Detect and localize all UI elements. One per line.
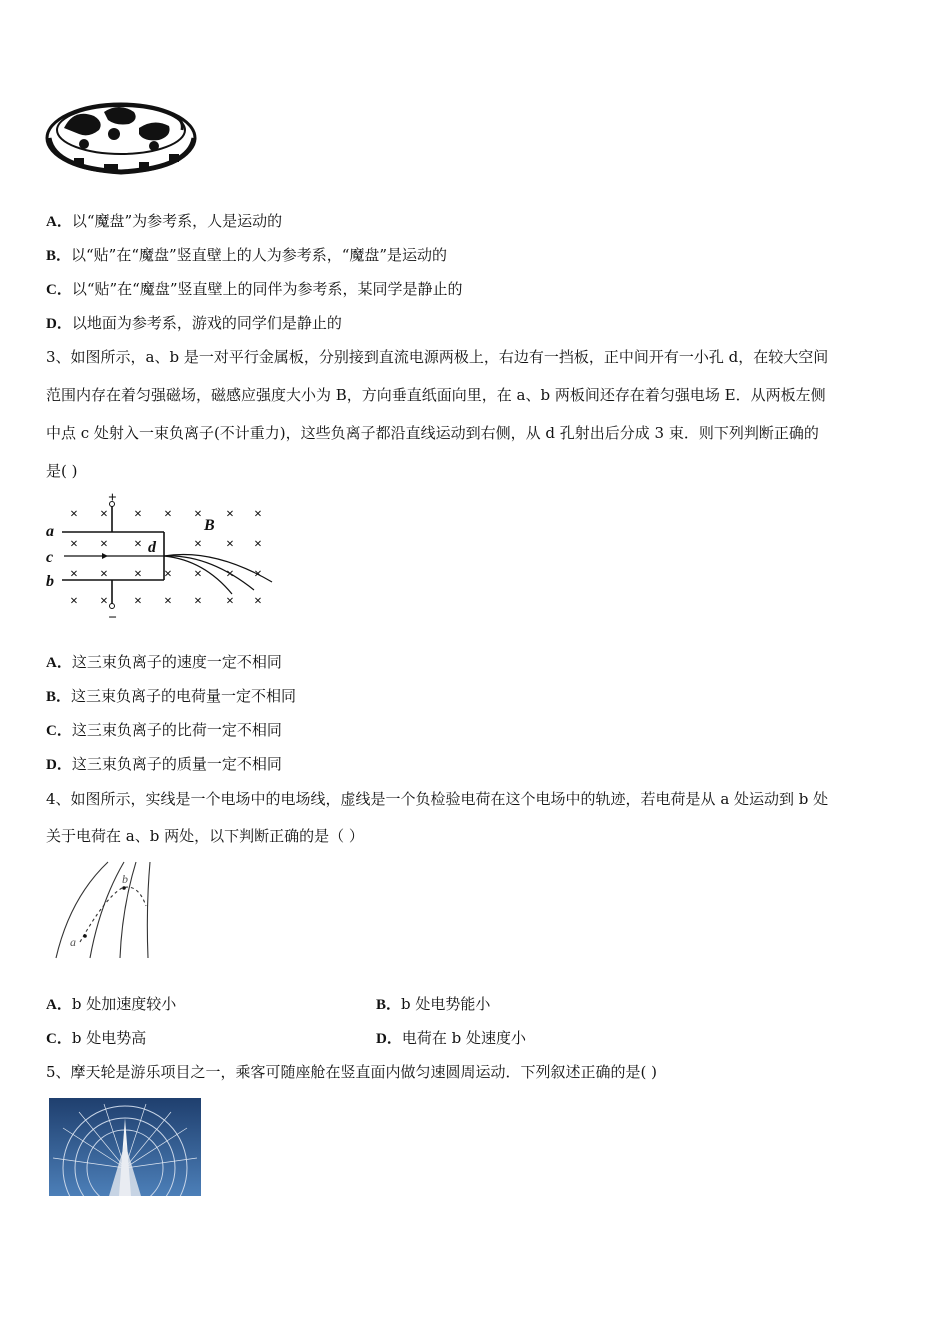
option-label: D．: [376, 1031, 402, 1047]
option-text: b 处电势高: [71, 1029, 147, 1047]
option-text: 以“贴”在“魔盘”竖直壁上的人为参考系，“魔盘”是运动的: [71, 246, 448, 264]
svg-text:×: ×: [254, 594, 262, 609]
option-text: 这三束负离子的速度一定不相同: [71, 653, 282, 671]
option-text: 这三束负离子的电荷量一定不相同: [71, 687, 297, 705]
q4-stem-line-1: 4、如图所示，实线是一个电场中的电场线，虚线是一个负检验电荷在这个电场中的轨迹，若电荷是从 a 处运动到 b 处: [46, 790, 829, 808]
q3-stem-line-2: 范围内存在着匀强磁场，磁感应强度大小为 B，方向垂直纸面向里，在 a、b 两板间还存在着匀强电场 E．从两板左侧: [46, 386, 826, 404]
svg-text:×: ×: [194, 594, 202, 609]
q4-option-a: [46, 994, 176, 1015]
svg-text:×: ×: [100, 594, 108, 609]
option-label: D．: [46, 757, 72, 773]
svg-text:×: ×: [254, 537, 262, 552]
svg-text:×: ×: [164, 567, 172, 582]
svg-text:×: ×: [194, 507, 202, 522]
svg-text:×: ×: [194, 537, 202, 552]
q3-option-a: [46, 652, 282, 673]
q2-option-b: [46, 245, 447, 266]
q3-stem-line-4: 是( ): [46, 462, 78, 480]
option-label: D．: [46, 316, 72, 332]
option-text: 以“魔盘”为参考系，人是运动的: [71, 212, 283, 230]
electric-field-figure: [50, 858, 160, 963]
svg-text:×: ×: [70, 537, 78, 552]
svg-text:×: ×: [134, 507, 142, 522]
magic-disk-figure: [44, 98, 199, 178]
magnetic-field-figure: [44, 490, 279, 625]
hole-d-label: d: [148, 539, 156, 556]
svg-text:×: ×: [70, 507, 78, 522]
option-text: 电荷在 b 处速度小: [401, 1029, 526, 1047]
svg-text:×: ×: [70, 594, 78, 609]
svg-text:×: ×: [100, 567, 108, 582]
option-label: B．: [46, 689, 72, 705]
q4-option-d: [376, 1028, 526, 1049]
q2-option-d: [46, 313, 342, 334]
option-text: 这三束负离子的质量一定不相同: [71, 755, 282, 773]
svg-text:×: ×: [226, 567, 234, 582]
option-label: A．: [46, 655, 72, 671]
point-c-label: c: [46, 549, 54, 566]
option-text: 以地面为参考系，游戏的同学们是静止的: [71, 314, 342, 332]
q5-stem-line-1: 5、摩天轮是游乐项目之一，乘客可随座舱在竖直面内做匀速圆周运动．下列叙述正确的是( ): [46, 1063, 658, 1081]
option-label: B．: [46, 248, 72, 264]
svg-text:×: ×: [70, 567, 78, 582]
q4-option-c: [46, 1028, 146, 1049]
minus-sign: −: [108, 610, 118, 625]
q2-option-c: [46, 279, 463, 300]
svg-text:×: ×: [134, 537, 142, 552]
svg-text:×: ×: [226, 594, 234, 609]
plate-b-label: b: [46, 573, 54, 590]
svg-text:×: ×: [164, 507, 172, 522]
q4-stem-line-2: 关于电荷在 a、b 两处，以下判断正确的是（ ）: [46, 827, 364, 845]
q3-stem-line-1: 3、如图所示，a、b 是一对平行金属板，分别接到直流电源两极上，右边有一挡板，正中间开有一小孔 d，在较大空间: [46, 348, 829, 366]
svg-text:×: ×: [164, 594, 172, 609]
point-b-label: b: [122, 872, 128, 886]
option-label: B．: [376, 997, 402, 1013]
svg-text:×: ×: [254, 567, 262, 582]
q2-option-a: [46, 211, 282, 232]
q3-option-b: [46, 686, 296, 707]
svg-text:×: ×: [134, 567, 142, 582]
plus-sign: +: [108, 490, 117, 506]
field-b-label: B: [204, 517, 215, 534]
svg-text:×: ×: [134, 594, 142, 609]
option-text: 这三束负离子的比荷一定不相同: [71, 721, 282, 739]
q4-option-b: [376, 994, 490, 1015]
svg-text:×: ×: [254, 507, 262, 522]
svg-text:×: ×: [100, 537, 108, 552]
option-text: b 处加速度较小: [71, 995, 177, 1013]
option-text: b 处电势能小: [401, 995, 491, 1013]
svg-text:×: ×: [194, 567, 202, 582]
q3-stem-line-3: 中点 c 处射入一束负离子(不计重力)，这些负离子都沿直线运动到右侧，从 d 孔射出后分成 3 束．则下列判断正确的: [46, 424, 819, 442]
option-label: C．: [46, 723, 72, 739]
ferris-wheel-figure: [49, 1098, 201, 1196]
svg-text:×: ×: [226, 507, 234, 522]
q3-option-d: [46, 754, 282, 775]
point-a-label: a: [70, 935, 76, 949]
option-label: C．: [46, 282, 72, 298]
svg-text:×: ×: [100, 507, 108, 522]
option-label: C．: [46, 1031, 72, 1047]
option-text: 以“贴”在“魔盘”竖直壁上的同伴为参考系，某同学是静止的: [71, 280, 463, 298]
plate-a-label: a: [46, 523, 54, 540]
svg-text:×: ×: [226, 537, 234, 552]
option-label: A．: [46, 214, 72, 230]
option-label: A．: [46, 997, 72, 1013]
q3-option-c: [46, 720, 282, 741]
